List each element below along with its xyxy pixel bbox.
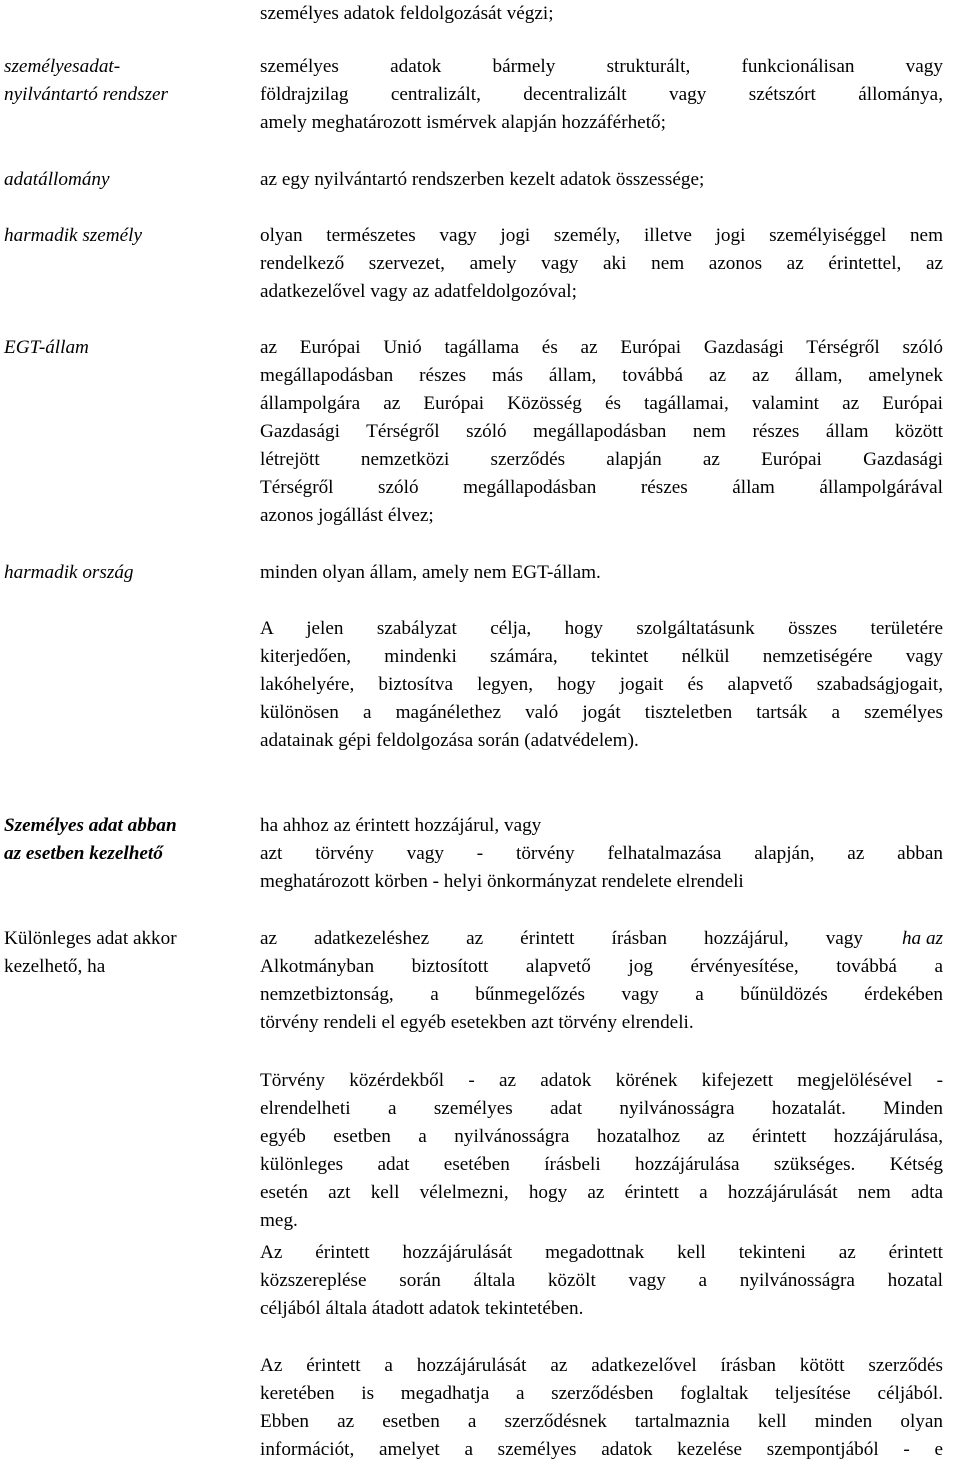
def-data-set-line-1: az egy nyilvántartó rendszerben kezelt adatok összessége; — [260, 169, 705, 190]
contract-line-1: Az érintett a hozzájárulását az adatkezelővel írásban kötött szerződés — [260, 1355, 943, 1376]
public-interest-line-2: elrendelheti a személyes adat nyilvánosságra hozatalát. Minden — [260, 1098, 943, 1119]
def-eea-state-line-6: Térségről szóló megállapodásban részes állam állampolgárával — [260, 477, 943, 498]
personal-data-line-2: azt törvény vagy - törvény felhatalmazása alapján, az abban — [260, 843, 943, 864]
purpose-line-3: lakóhelyére, biztosítva legyen, hogy jogait és alapvető szabadságjogait, — [260, 674, 943, 695]
public-interest-line-8: közszereplése során általa közölt vagy a nyilvánosságra hozatal — [260, 1270, 943, 1291]
intro-tail: személyes adatok feldolgozását végzi; — [260, 3, 554, 24]
term-records-system-line-2: nyilvántartó rendszer — [4, 84, 168, 105]
special-data-line-1-italic: ha az — [901, 928, 943, 949]
def-records-system-line-1: személyes adatok bármely strukturált, funkcionálisan vagy — [260, 56, 943, 77]
def-third-person-line-2: rendelkező szervezet, amely vagy aki nem azonos az érintettel, az — [260, 253, 943, 274]
def-third-person-line-3: adatkezelővel vagy az adatfeldolgozóval; — [260, 281, 577, 302]
contract-line-4: információt, amelyet a személyes adatok kezelése szempontjából - e — [260, 1439, 943, 1460]
public-interest-line-3: egyéb esetben a nyilvánosságra hozatalhoz az érintett hozzájárulása, — [260, 1126, 943, 1147]
special-data-line-2: Alkotmányban biztosított alapvető jog érvényesítése, továbbá a — [260, 956, 943, 977]
public-interest-line-1: Törvény közérdekből - az adatok körének kifejezett megjelölésével - — [260, 1070, 943, 1091]
def-eea-state-line-2: megállapodásban részes más állam, továbbá az az állam, amelynek — [260, 365, 943, 386]
def-third-person-line-1: olyan természetes vagy jogi személy, illetve jogi személyiséggel nem — [260, 225, 943, 246]
term-records-system-line-1: személyesadat- — [4, 56, 121, 77]
purpose-line-5: adatainak gépi feldolgozása során (adatvédelem). — [260, 730, 639, 751]
special-data-line-4: törvény rendeli el egyéb esetekben azt törvény elrendeli. — [260, 1012, 694, 1033]
def-eea-state-line-7: azonos jogállást élvez; — [260, 505, 434, 526]
term-third-person: harmadik személy — [4, 225, 143, 246]
term-data-set: adatállomány — [4, 169, 110, 190]
special-data-heading-line-2: kezelhető, ha — [4, 956, 106, 977]
special-data-line-1-main: az adatkezeléshez az érintett írásban hozzájárul, vagy — [260, 928, 863, 949]
def-eea-state-line-1: az Európai Unió tagállama és az Európai Gazdasági Térségről szóló — [260, 337, 943, 358]
personal-data-line-1: ha ahhoz az érintett hozzájárul, vagy — [260, 815, 542, 836]
special-data-heading-line-1: Különleges adat akkor — [4, 928, 177, 949]
public-interest-line-6: meg. — [260, 1210, 298, 1231]
def-eea-state-line-5: létrejött nemzetközi szerződés alapján az Európai Gazdasági — [260, 449, 943, 470]
purpose-line-2: kiterjedően, mindenki számára, tekintet nélkül nemzetiségére vagy — [260, 646, 943, 667]
term-third-country: harmadik ország — [4, 562, 134, 583]
def-eea-state-line-4: Gazdasági Térségről szóló megállapodásban nem részes állam között — [260, 421, 943, 442]
def-third-country-line-1: minden olyan állam, amely nem EGT-állam. — [260, 562, 601, 583]
personal-data-line-3: meghatározott körben - helyi önkormányzat rendelete elrendeli — [260, 871, 744, 892]
def-records-system-line-2: földrajzilag centralizált, decentralizált vagy szétszórt állománya, — [260, 84, 943, 105]
special-data-line-3: nemzetbiztonság, a bűnmegelőzés vagy a bűnüldözés érdekében — [260, 984, 943, 1005]
personal-data-heading-line-2: az esetben kezelhető — [4, 843, 163, 864]
contract-line-2: keretében is megadhatja a szerződésben foglaltak teljesítése céljából. — [260, 1383, 943, 1404]
term-eea-state: EGT-állam — [4, 337, 89, 358]
purpose-line-1: A jelen szabályzat célja, hogy szolgáltatásunk összes területére — [260, 618, 943, 639]
def-eea-state-line-3: állampolgára az Európai Közösség és tagállamai, valamint az Európai — [260, 393, 943, 414]
public-interest-line-5: esetén azt kell vélelmezni, hogy az érintett a hozzájárulását nem adta — [260, 1182, 943, 1203]
special-data-line-1 — [260, 925, 943, 953]
public-interest-line-4: különleges adat esetében írásbeli hozzájárulása szükséges. Kétség — [260, 1154, 943, 1175]
purpose-line-4: különösen a magánélethez való jogát tiszteletben tartsák a személyes — [260, 702, 943, 723]
def-records-system-line-3: amely meghatározott ismérvek alapján hozzáférhető; — [260, 112, 666, 133]
public-interest-line-7: Az érintett hozzájárulását megadottnak kell tekinteni az érintett — [260, 1242, 943, 1263]
public-interest-line-9: céljából általa átadott adatok tekintetében. — [260, 1298, 584, 1319]
contract-line-3: Ebben az esetben a szerződésnek tartalmaznia kell minden olyan — [260, 1411, 943, 1432]
personal-data-heading-line-1: Személyes adat abban — [4, 815, 177, 836]
